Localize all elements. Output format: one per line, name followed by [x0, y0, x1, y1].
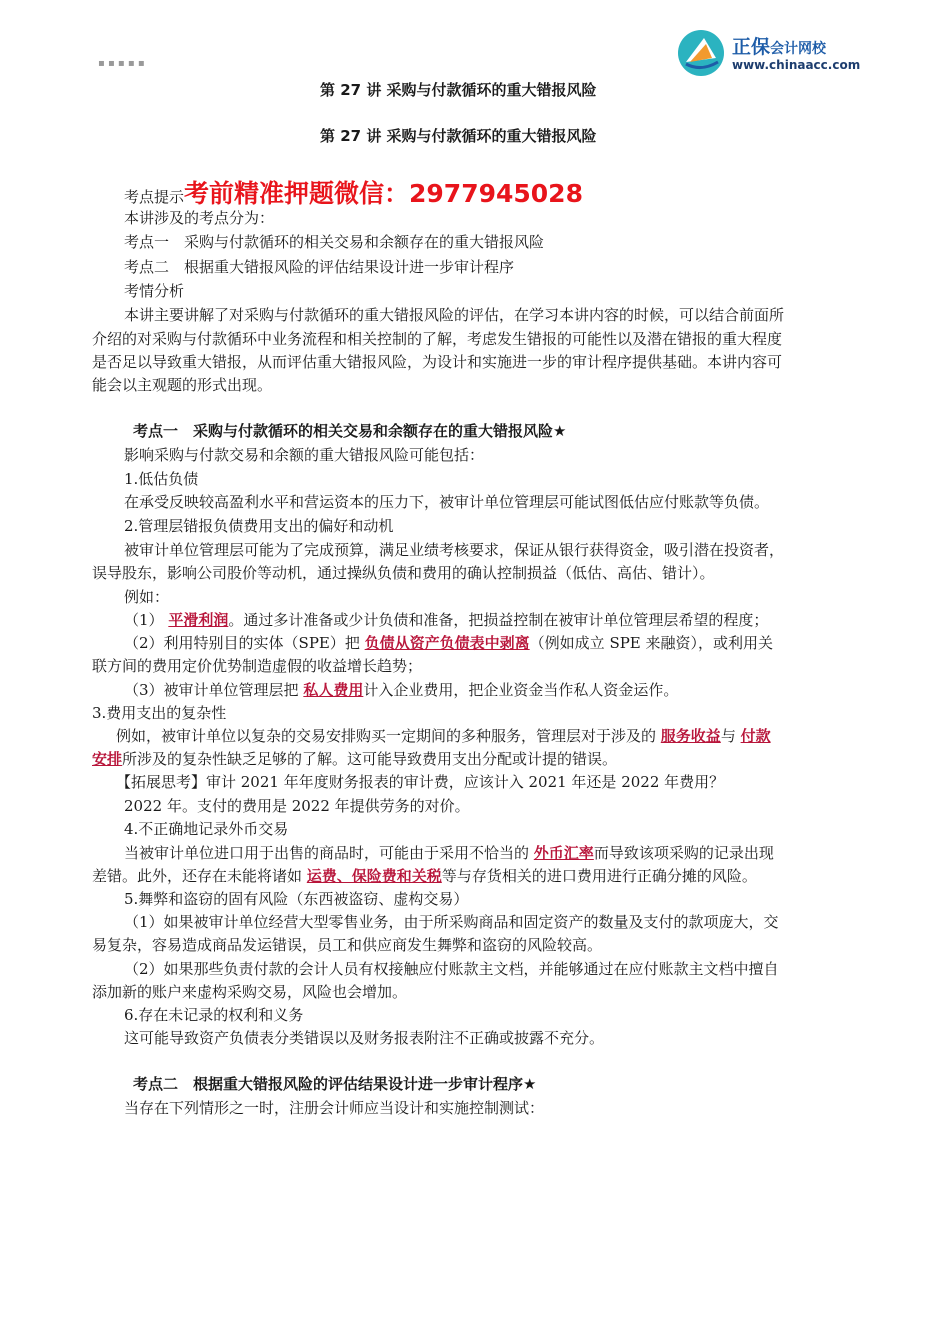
- item-1-title: 1.低估负债: [124, 470, 199, 488]
- item-4-text: 当被审计单位进口用于出售的商品时，可能由于采用不恰当的 外币汇率而导致该项采购的记录出现: [124, 844, 774, 862]
- analysis-line: 能会以主观题的形式出现。: [92, 376, 273, 394]
- extension-question: 【拓展思考】审计 2021 年年度财务报表的审计费，应该计入 2021 年还是 2022 年费用？: [116, 773, 725, 791]
- page-title: 第 27 讲 采购与付款循环的重大错报风险: [320, 127, 597, 145]
- section-2-heading: 考点二 根据重大错报风险的评估结果设计进一步审计程序★: [133, 1075, 537, 1093]
- logo-url: www.chinaacc.com: [732, 58, 861, 72]
- keyword-highlight: 安排: [92, 750, 123, 768]
- extension-answer: 2022 年。支付的费用是 2022 年提供劳务的对价。: [124, 797, 470, 815]
- example-2-cont: 联方间的费用定价优势制造虚假的收益增长趋势；: [92, 657, 423, 675]
- chinaacc-logo[interactable]: [676, 28, 876, 80]
- analysis-line: 本讲主要讲解了对采购与付款循环的重大错报风险的评估，在学习本讲内容的时候，可以结合前面所: [124, 306, 785, 324]
- intro-label: 考点提示: [124, 188, 185, 206]
- item-3-text: 例如，被审计单位以复杂的交易安排购买一定期间的多种服务，管理层对于涉及的 服务收益与 付款: [116, 727, 771, 745]
- analysis-line: 介绍的对采购与付款循环中业务流程和相关控制的了解，考虑发生错报的可能性以及潜在错报的重大程度: [92, 330, 783, 348]
- item-5-title: 5.舞弊和盗窃的固有风险（东西被盗窃、虚构交易）: [124, 890, 469, 908]
- header-title: 第 27 讲 采购与付款循环的重大错报风险: [320, 81, 597, 99]
- example-2: （2）利用特别目的实体（SPE）把 负债从资产负债表中剥离（例如成立 SPE 来融资），或利用关: [124, 634, 774, 652]
- keyword-highlight: 运费、保险费和关税: [306, 867, 442, 885]
- promo-text: 考前精准押题微信：2977945028: [184, 179, 583, 208]
- item-5-para: （2）如果那些负责付款的会计人员有权接触应付账款主文档，并能够通过在应付账款主文档中擅自: [124, 960, 779, 978]
- keyword-highlight: 服务收益: [660, 727, 721, 745]
- analysis-line: 是否足以导致重大错报，从而评估重大错报风险，为设计和实施进一步的审计程序提供基础。本讲内容可: [92, 353, 783, 371]
- item-5-para: （1）如果被审计单位经营大型零售业务，由于所采购商品和固定资产的数量及支付的款项庞大，交: [124, 913, 779, 931]
- item-5-para: 易复杂，容易造成商品发运错误，员工和供应商发生舞弊和盗窃的风险较高。: [92, 936, 603, 954]
- keyword-highlight: 外币汇率: [533, 844, 594, 862]
- item-2-text: 被审计单位管理层可能为了完成预算，满足业绩考核要求，保证从银行获得资金，吸引潜在投资者，: [124, 541, 785, 559]
- keyword-highlight: 付款: [740, 727, 771, 745]
- analysis-label: 考情分析: [124, 282, 185, 300]
- item-6-text: 这可能导致资产负债表分类错误以及财务报表附注不正确或披露不充分。: [124, 1029, 605, 1047]
- intro-scope: 本讲涉及的考点分为：: [124, 209, 275, 227]
- item-2-text: 误导股东，影响公司股价等动机，通过操纵负债和费用的确认控制损益（低估、高估、错计）。: [92, 564, 715, 582]
- item-5-para: 添加新的账户来虚构采购交易，风险也会增加。: [92, 983, 408, 1001]
- item-3-title: 3.费用支出的复杂性: [92, 704, 227, 722]
- section-2-lead: 当存在下列情形之一时，注册会计师应当设计和实施控制测试：: [124, 1099, 545, 1117]
- section-1-heading: 考点一 采购与付款循环的相关交易和余额存在的重大错报风险★: [133, 422, 567, 440]
- keyword-highlight: 私人费用: [303, 681, 364, 699]
- keyword-highlight: 平滑利润: [168, 611, 229, 629]
- item-2-title: 2.管理层错报负债费用支出的偏好和动机: [124, 517, 394, 535]
- item-3-text-cont: 安排所涉及的复杂性缺乏足够的了解。这可能导致费用支出分配或计提的错误。: [92, 750, 618, 768]
- intro-point-1: 考点一 采购与付款循环的相关交易和余额存在的重大错报风险: [124, 233, 545, 251]
- logo-brand: 正保会计网校: [732, 36, 827, 58]
- example-3: （3）被审计单位管理层把 私人费用计入企业费用，把企业资金当作私人资金运作。: [124, 681, 679, 699]
- keyword-highlight: 负债从资产负债表中剥离: [364, 634, 530, 652]
- logo-emblem-icon: [676, 28, 726, 78]
- intro-point-2: 考点二 根据重大错报风险的评估结果设计进一步审计程序: [124, 258, 515, 276]
- item-1-text: 在承受反映较高盈利水平和营运资本的压力下，被审计单位管理层可能试图低估应付账款等负债。: [124, 493, 770, 511]
- intro-line: [124, 174, 583, 210]
- section-1-lead: 影响采购与付款交易和余额的重大错报风险可能包括：: [124, 446, 485, 464]
- page-header-mark: ▪ ▪ ▪ ▪ ▪: [98, 58, 145, 69]
- example-1: （1） 平滑利润。通过多计准备或少计负债和准备，把损益控制在被审计单位管理层希望的程度；: [124, 611, 769, 629]
- item-4-text-cont: 差错。此外，还存在未能将诸如 运费、保险费和关税等与存货相关的进口费用进行正确分摊的风险。: [92, 867, 757, 885]
- item-4-title: 4.不正确地记录外币交易: [124, 820, 289, 838]
- example-label: 例如：: [124, 588, 170, 606]
- item-6-title: 6.存在未记录的权利和义务: [124, 1006, 304, 1024]
